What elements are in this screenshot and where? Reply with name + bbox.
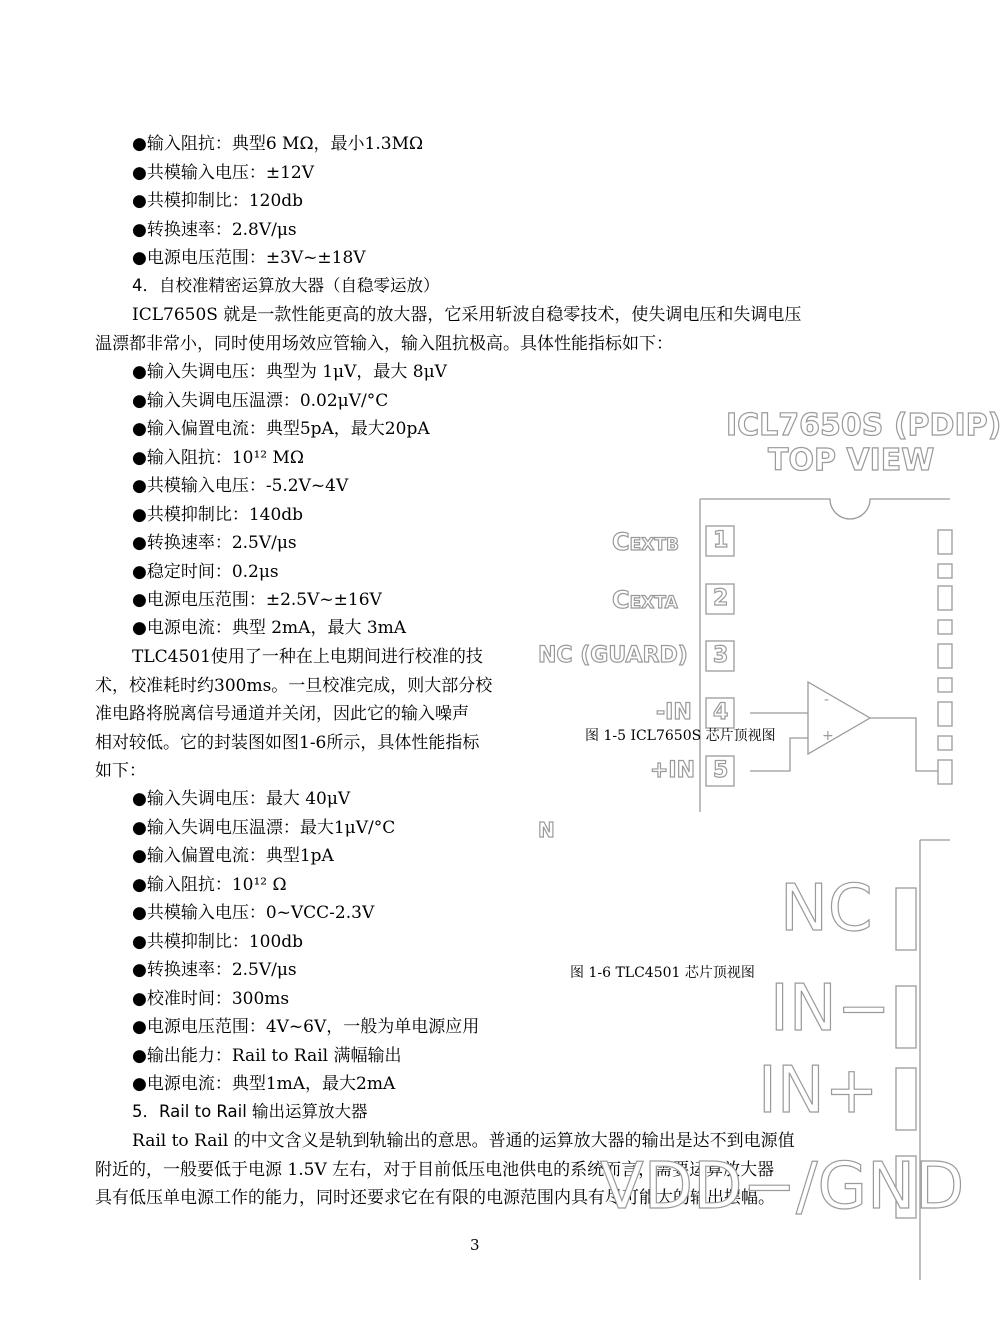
- pin-label-in-minus: IN−: [770, 972, 891, 1046]
- list-item: ●稳定时间：0.2μs: [132, 562, 279, 582]
- pin-number-5: 5: [713, 758, 729, 783]
- figure-caption: 图 1-5 ICL7650S 芯片顶视图: [585, 728, 776, 744]
- pin-label-5: +IN: [650, 758, 696, 783]
- pin-number-3: 3: [713, 643, 729, 668]
- list-item: ●输入阻抗：10¹² MΩ: [132, 448, 305, 468]
- paragraph-line: ICL7650S 就是一款性能更高的放大器，它采用斩波自稳零技术，使失调电压和失调电压: [132, 305, 802, 325]
- pin-label-4: -IN: [656, 700, 692, 725]
- svg-text:-: -: [824, 692, 830, 708]
- list-item: ●共模抑制比：120db: [132, 191, 304, 211]
- list-item: ●输入阻抗：10¹² Ω: [132, 875, 287, 895]
- list-item: ●电源电压范围：4V~6V，一般为单电源应用: [132, 1017, 480, 1037]
- list-item: ●输入失调电压：典型为 1μV，最大 8μV: [132, 362, 447, 382]
- page-number: 3: [470, 1236, 480, 1254]
- figure-title: ICL7650S (PDIP): [726, 408, 1001, 443]
- list-item: ●输入失调电压温漂：最大1μV/°C: [132, 818, 396, 838]
- pin-label-3: NC (GUARD): [538, 643, 688, 668]
- list-item: ●电源电流：典型 2mA，最大 3mA: [132, 618, 407, 638]
- pin-label-vdd-gnd: VDD−/GND: [600, 1150, 965, 1224]
- paragraph-line: 术，校准耗时约300ms。一旦校准完成，则大部分校: [95, 676, 493, 696]
- list-item: ●输入失调电压温漂：0.02μV/°C: [132, 391, 389, 411]
- list-item: ●共模抑制比：140db: [132, 505, 304, 525]
- pin-label-1: CEXTB: [612, 528, 679, 556]
- figure-subtitle: TOP VIEW: [768, 443, 935, 478]
- figure-caption: 图 1-6 TLC4501 芯片顶视图: [570, 965, 755, 981]
- list-item: ●共模输入电压：0~VCC-2.3V: [132, 903, 375, 923]
- paragraph-line: TLC4501使用了一种在上电期间进行校准的技: [132, 647, 483, 667]
- section-heading: 4．自校准精密运算放大器（自稳零运放）: [132, 276, 440, 295]
- pin-label-nc: NC: [780, 872, 873, 946]
- list-item: ●输入偏置电流：典型1pA: [132, 846, 334, 866]
- list-item: ●转换速率：2.8V/μs: [132, 220, 297, 240]
- list-item: ●输入失调电压：最大 40μV: [132, 789, 351, 809]
- paragraph-line: 具有低压单电源工作的能力，同时还要求它在有限的电源范围内具有尽可能大的输出摆幅。: [95, 1188, 775, 1208]
- pin-number-1: 1: [713, 528, 729, 553]
- list-item: ●电源电压范围：±2.5V~±16V: [132, 590, 382, 610]
- pin-label-2: CEXTA: [612, 586, 678, 614]
- pin-label-in-plus: IN+: [758, 1054, 879, 1128]
- paragraph-line: 附近的，一般要低于电源 1.5V 左右，对于目前低压电池供电的系统而言，需要运算放大器: [95, 1160, 775, 1180]
- paragraph-line: Rail to Rail 的中文含义是轨到轨输出的意思。普通的运算放大器的输出是达不到电源值: [132, 1131, 795, 1151]
- list-item: ●电源电压范围：±3V~±18V: [132, 248, 366, 268]
- paragraph-line: 准电路将脱离信号通道并关闭，因此它的输入噪声: [95, 704, 469, 724]
- pin-number-2: 2: [713, 586, 729, 611]
- list-item: ●输出能力：Rail to Rail 满幅输出: [132, 1046, 402, 1066]
- pin-label-partial: N: [538, 818, 555, 842]
- pin-number-4: 4: [713, 700, 729, 725]
- list-item: ●校准时间：300ms: [132, 989, 290, 1009]
- paragraph-line: 相对较低。它的封装图如图1-6所示，具体性能指标: [95, 733, 480, 753]
- list-item: ●转换速率：2.5V/μs: [132, 533, 297, 553]
- list-item: ●共模输入电压：±12V: [132, 163, 314, 183]
- opamp-symbol-icon: [808, 682, 870, 754]
- list-item: ●转换速率：2.5V/μs: [132, 960, 297, 980]
- list-item: ●电源电流：典型1mA，最大2mA: [132, 1074, 396, 1094]
- paragraph-line: 如下：: [95, 761, 146, 781]
- svg-text:+: +: [822, 728, 834, 744]
- paragraph-line: 温漂都非常小，同时使用场效应管输入，输入阻抗极高。具体性能指标如下：: [95, 334, 673, 354]
- section-heading: 5．Rail to Rail 输出运算放大器: [132, 1102, 368, 1121]
- list-item: ●共模抑制比：100db: [132, 932, 304, 952]
- list-item: ●输入偏置电流：典型5pA，最大20pA: [132, 419, 430, 439]
- list-item: ●共模输入电压：-5.2V~4V: [132, 476, 349, 496]
- list-item: ●输入阻抗：典型6 MΩ，最小1.3MΩ: [132, 134, 424, 154]
- chip-package-outline: [690, 494, 950, 814]
